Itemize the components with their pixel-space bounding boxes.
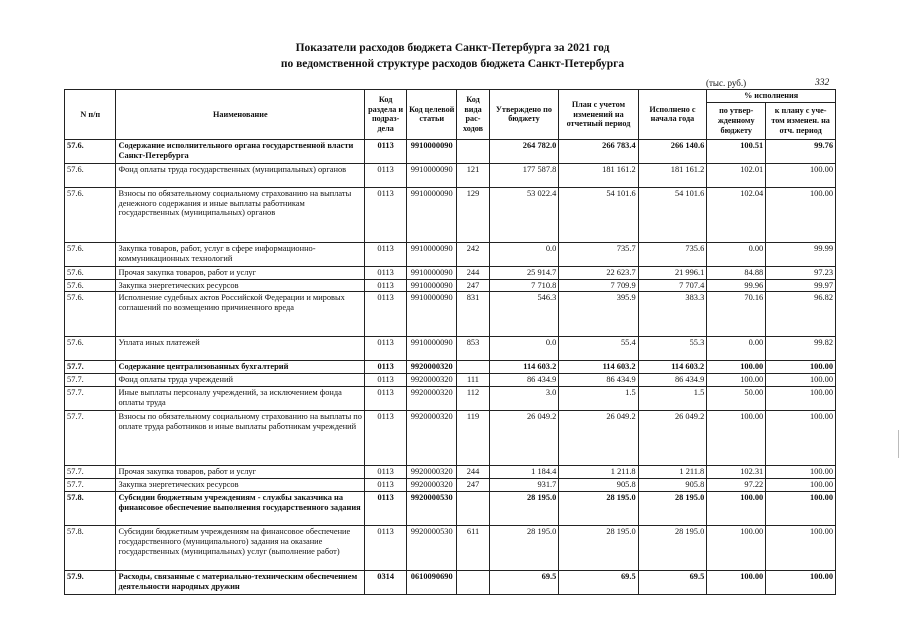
row-plan: 7 709.9: [559, 279, 638, 292]
row-plan: 735.7: [559, 242, 638, 266]
row-section: 0113: [365, 266, 407, 279]
table-row: [65, 279, 836, 292]
row-pct-budget: 70.16: [707, 292, 766, 337]
row-section: 0113: [365, 411, 407, 466]
row-executed: 86 434.9: [638, 374, 707, 387]
table-row: [65, 266, 836, 279]
row-pct-plan: 100.00: [766, 187, 836, 242]
row-name: Содержание исполнительного органа государственной власти Санкт-Петербурга: [116, 139, 365, 163]
row-pct-plan: 99.76: [766, 139, 836, 163]
table-row: [65, 479, 836, 492]
row-target: 9910000090: [407, 266, 457, 279]
row-section: 0113: [365, 526, 407, 571]
row-name: Закупка товаров, работ, услуг в сфере информационно-коммуникационных технологий: [116, 242, 365, 266]
row-num: 57.6.: [65, 279, 116, 292]
table-row: [65, 242, 836, 266]
row-num: 57.7.: [65, 387, 116, 411]
header-plan: План с учетом изменений на отчетный период: [559, 90, 638, 140]
row-name: Прочая закупка товаров, работ и услуг: [116, 466, 365, 479]
row-executed: 1 211.8: [638, 466, 707, 479]
row-approved: 546.3: [489, 292, 559, 337]
row-approved: 69.5: [489, 571, 559, 595]
row-type: [457, 492, 489, 526]
row-pct-budget: 102.01: [707, 163, 766, 187]
row-name: Исполнение судебных актов Российской Федерации и мировых соглашений по возмещению причиненного вреда: [116, 292, 365, 337]
row-pct-plan: 100.00: [766, 526, 836, 571]
row-pct-budget: 100.00: [707, 411, 766, 466]
header-section-code: Код раздела и подраз-дела: [365, 90, 407, 140]
row-name: Уплата иных платежей: [116, 337, 365, 361]
row-target: 9920000530: [407, 526, 457, 571]
table-row: [65, 139, 836, 163]
row-pct-budget: 100.00: [707, 374, 766, 387]
row-section: 0113: [365, 292, 407, 337]
row-pct-plan: 100.00: [766, 387, 836, 411]
row-approved: 53 022.4: [489, 187, 559, 242]
row-num: 57.6.: [65, 266, 116, 279]
table-row: [65, 571, 836, 595]
table-row: [65, 187, 836, 242]
row-target: 9910000090: [407, 163, 457, 187]
row-type: 121: [457, 163, 489, 187]
row-num: 57.7.: [65, 466, 116, 479]
table-row: [65, 337, 836, 361]
table-row: [65, 411, 836, 466]
row-section: 0113: [365, 492, 407, 526]
row-plan: 28 195.0: [559, 526, 638, 571]
header-pct-group: % исполнения: [707, 90, 836, 103]
units-label: (тыс. руб.): [706, 78, 747, 88]
row-name: Иные выплаты персоналу учреждений, за исключением фонда оплаты труда: [116, 387, 365, 411]
row-type: 247: [457, 479, 489, 492]
row-section: 0113: [365, 466, 407, 479]
header-num: N п/п: [65, 90, 116, 140]
header-approved: Утверждено по бюджету: [489, 90, 559, 140]
row-plan: 26 049.2: [559, 411, 638, 466]
row-executed: 55.3: [638, 337, 707, 361]
row-name: Субсидии бюджетным учреждениям на финансовое обеспечение государственного (муниципального) задания на оказание государственных (муниципальных) услуг (выполнение работ): [116, 526, 365, 571]
row-target: 9920000320: [407, 387, 457, 411]
row-type: [457, 361, 489, 374]
row-num: 57.6.: [65, 187, 116, 242]
row-executed: 181 161.2: [638, 163, 707, 187]
row-type: 119: [457, 411, 489, 466]
row-pct-plan: 99.99: [766, 242, 836, 266]
row-pct-budget: 100.00: [707, 571, 766, 595]
row-executed: 905.8: [638, 479, 707, 492]
row-num: 57.7.: [65, 361, 116, 374]
page-title-line-2: по ведомственной структуре расходов бюджета Санкт-Петербурга: [280, 58, 625, 70]
row-pct-budget: 100.51: [707, 139, 766, 163]
row-approved: 0.0: [489, 337, 559, 361]
row-num: 57.6.: [65, 242, 116, 266]
row-section: 0113: [365, 279, 407, 292]
row-pct-budget: 50.00: [707, 387, 766, 411]
row-pct-plan: 100.00: [766, 163, 836, 187]
row-name: Расходы, связанные с материально-техническим обеспечением деятельности народных дружин: [116, 571, 365, 595]
row-approved: 7 710.8: [489, 279, 559, 292]
row-target: 9920000320: [407, 479, 457, 492]
row-pct-plan: 100.00: [766, 479, 836, 492]
row-plan: 1.5: [559, 387, 638, 411]
row-type: 111: [457, 374, 489, 387]
row-pct-budget: 100.00: [707, 492, 766, 526]
row-pct-budget: 100.00: [707, 361, 766, 374]
row-type: 242: [457, 242, 489, 266]
row-name: Закупка энергетических ресурсов: [116, 479, 365, 492]
row-type: [457, 571, 489, 595]
header-type-code: Код вида рас-ходов: [457, 90, 489, 140]
row-section: 0113: [365, 374, 407, 387]
row-num: 57.7.: [65, 479, 116, 492]
row-type: 853: [457, 337, 489, 361]
row-section: 0113: [365, 139, 407, 163]
row-type: 244: [457, 266, 489, 279]
row-approved: 28 195.0: [489, 526, 559, 571]
row-name: Взносы по обязательному социальному страхованию на выплаты денежного содержания и иные выплаты работникам государственных (муниципальных) органов: [116, 187, 365, 242]
row-approved: 3.0: [489, 387, 559, 411]
row-type: 129: [457, 187, 489, 242]
row-pct-plan: 96.82: [766, 292, 836, 337]
row-approved: 0.0: [489, 242, 559, 266]
header-pct-plan: к плану с уче-том изменен. на отч. период: [766, 102, 836, 139]
row-executed: 21 996.1: [638, 266, 707, 279]
row-name: Субсидии бюджетным учреждениям - службы заказчика на финансовое обеспечение выполнения государственного задания: [116, 492, 365, 526]
row-pct-budget: 0.00: [707, 337, 766, 361]
row-num: 57.6.: [65, 163, 116, 187]
table-row: [65, 361, 836, 374]
row-plan: 69.5: [559, 571, 638, 595]
row-plan: 266 783.4: [559, 139, 638, 163]
table-row: [65, 292, 836, 337]
row-executed: 26 049.2: [638, 411, 707, 466]
row-pct-plan: 97.23: [766, 266, 836, 279]
row-plan: 395.9: [559, 292, 638, 337]
row-plan: 114 603.2: [559, 361, 638, 374]
row-approved: 114 603.2: [489, 361, 559, 374]
row-approved: 86 434.9: [489, 374, 559, 387]
row-pct-budget: 102.04: [707, 187, 766, 242]
page-title-line-1: Показатели расходов бюджета Санкт-Петербурга за 2021 год: [295, 42, 610, 54]
row-target: 9910000090: [407, 337, 457, 361]
row-pct-plan: 99.82: [766, 337, 836, 361]
row-pct-plan: 100.00: [766, 374, 836, 387]
row-type: [457, 139, 489, 163]
row-target: 9920000530: [407, 492, 457, 526]
row-approved: 25 914.7: [489, 266, 559, 279]
row-section: 0113: [365, 361, 407, 374]
row-approved: 28 195.0: [489, 492, 559, 526]
row-section: 0113: [365, 242, 407, 266]
row-type: 112: [457, 387, 489, 411]
header-target-code: Код целевой статьи: [407, 90, 457, 140]
row-target: 9910000090: [407, 187, 457, 242]
row-pct-plan: 100.00: [766, 361, 836, 374]
row-num: 57.6.: [65, 337, 116, 361]
row-target: 9920000320: [407, 374, 457, 387]
row-num: 57.6.: [65, 292, 116, 337]
row-plan: 28 195.0: [559, 492, 638, 526]
table-row: [65, 492, 836, 526]
row-type: 247: [457, 279, 489, 292]
row-section: 0113: [365, 387, 407, 411]
row-type: 244: [457, 466, 489, 479]
row-pct-plan: 100.00: [766, 466, 836, 479]
row-type: 831: [457, 292, 489, 337]
row-plan: 55.4: [559, 337, 638, 361]
table-row: [65, 387, 836, 411]
row-pct-plan: 100.00: [766, 571, 836, 595]
row-section: 0314: [365, 571, 407, 595]
row-plan: 1 211.8: [559, 466, 638, 479]
table-row: [65, 374, 836, 387]
table-row: [65, 163, 836, 187]
scan-edge-mark: [898, 430, 899, 458]
row-target: 9920000320: [407, 361, 457, 374]
row-pct-plan: 99.97: [766, 279, 836, 292]
row-executed: 735.6: [638, 242, 707, 266]
row-approved: 26 049.2: [489, 411, 559, 466]
row-target: 9910000090: [407, 242, 457, 266]
row-pct-budget: 99.96: [707, 279, 766, 292]
row-name: Закупка энергетических ресурсов: [116, 279, 365, 292]
row-executed: 28 195.0: [638, 492, 707, 526]
row-target: 9910000090: [407, 279, 457, 292]
row-target: 9920000320: [407, 411, 457, 466]
row-target: 9910000090: [407, 139, 457, 163]
row-executed: 7 707.4: [638, 279, 707, 292]
header-name: Наименование: [116, 90, 365, 140]
row-executed: 69.5: [638, 571, 707, 595]
expenditure-table: [64, 89, 836, 595]
row-pct-budget: 97.22: [707, 479, 766, 492]
row-approved: 177 587.8: [489, 163, 559, 187]
row-section: 0113: [365, 337, 407, 361]
row-pct-plan: 100.00: [766, 492, 836, 526]
row-approved: 931.7: [489, 479, 559, 492]
row-executed: 28 195.0: [638, 526, 707, 571]
row-pct-plan: 100.00: [766, 411, 836, 466]
row-executed: 54 101.6: [638, 187, 707, 242]
row-plan: 22 623.7: [559, 266, 638, 279]
row-name: Фонд оплаты труда учреждений: [116, 374, 365, 387]
row-pct-budget: 0.00: [707, 242, 766, 266]
row-target: 9910000090: [407, 292, 457, 337]
row-section: 0113: [365, 187, 407, 242]
row-plan: 181 161.2: [559, 163, 638, 187]
row-approved: 1 184.4: [489, 466, 559, 479]
header-executed: Исполнено с начала года: [638, 90, 707, 140]
row-target: 0610090690: [407, 571, 457, 595]
row-name: Содержание централизованных бухгалтерий: [116, 361, 365, 374]
row-executed: 114 603.2: [638, 361, 707, 374]
row-name: Взносы по обязательному социальному страхованию на выплаты по оплате труда работников и иные выплаты работникам учреждений: [116, 411, 365, 466]
row-num: 57.8.: [65, 526, 116, 571]
row-approved: 264 782.0: [489, 139, 559, 163]
row-target: 9920000320: [407, 466, 457, 479]
row-executed: 266 140.6: [638, 139, 707, 163]
row-pct-budget: 84.88: [707, 266, 766, 279]
row-plan: 86 434.9: [559, 374, 638, 387]
page-number: 332: [815, 78, 830, 88]
row-pct-budget: 102.31: [707, 466, 766, 479]
row-num: 57.7.: [65, 411, 116, 466]
table-row: [65, 526, 836, 571]
row-num: 57.8.: [65, 492, 116, 526]
row-num: 57.6.: [65, 139, 116, 163]
row-executed: 1.5: [638, 387, 707, 411]
row-num: 57.7.: [65, 374, 116, 387]
row-name: Прочая закупка товаров, работ и услуг: [116, 266, 365, 279]
table-row: [65, 466, 836, 479]
row-section: 0113: [365, 479, 407, 492]
row-pct-budget: 100.00: [707, 526, 766, 571]
row-name: Фонд оплаты труда государственных (муниципальных) органов: [116, 163, 365, 187]
row-plan: 54 101.6: [559, 187, 638, 242]
row-plan: 905.8: [559, 479, 638, 492]
row-section: 0113: [365, 163, 407, 187]
row-type: 611: [457, 526, 489, 571]
header-pct-budget: по утвер-жденному бюджету: [707, 102, 766, 139]
row-executed: 383.3: [638, 292, 707, 337]
row-num: 57.9.: [65, 571, 116, 595]
